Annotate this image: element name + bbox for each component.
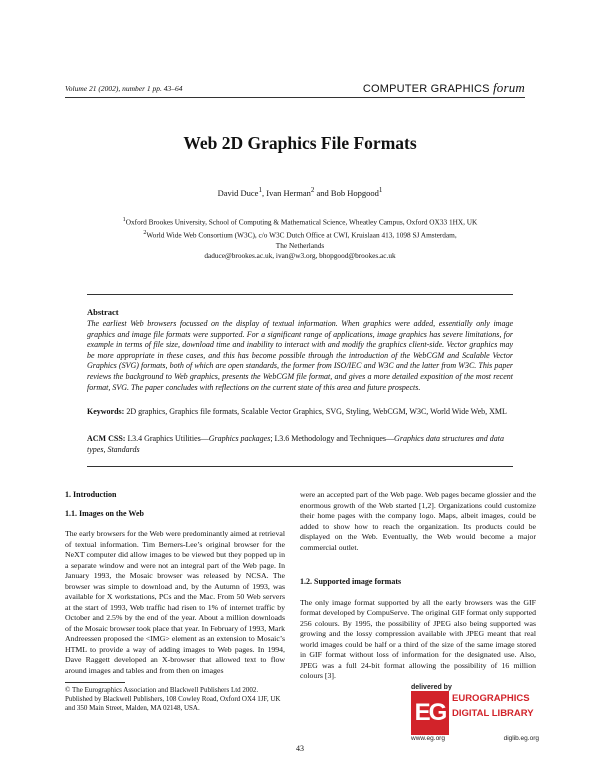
affiliation-1 [65,215,535,228]
keywords-text: 2D graphics, Graphics file formats, Scalable Vector Graphics, SVG, Styling, WebCGM, W3C, World Wide Web, XML [124,407,507,416]
header-rule [65,97,525,98]
eg-logo-icon: EG [411,691,449,735]
right-column [300,490,536,682]
journal-title-italic: forum [492,80,525,95]
acm-label: ACM CSS: [87,434,126,443]
abstract-bottom-rule [87,466,513,467]
acm-text-italic: Graphics data structures and data types, Standards [87,434,504,454]
abstract-text: The earliest Web browsers focussed on the display of textual information. When graphics were added, essentially only image graphics and image file formats were supported. For a significant range of applications, image graphics has severe limitations, for example in terms of file size, download time and inability to interact with and modify the graphics client-side. Vector graphics may be more appropriate in these cases, and this has become possible through the introduction of the WebCGM and Scalable Vector Graphics (SVG) formats, both of which are open standards, the former from ISO/IEC and W3C and the latter from W3C. This paper reviews the background to Web graphics, presents the WebCGM file format, and gives a more detailed exposition of the most recent format, SVG. The paper concludes with reflections on the current state of this area and future prospects. [87,319,513,392]
author-name: , Ivan Herman [261,187,311,198]
copyright-notice: © The Eurographics Association and Blackwell Publishers Ltd 2002. Published by Blackwell Publishers, 108 Cowley Road, Oxford OX4 1JF, UK and 350 Main Street, Malden, MA 02148, USA. [65,686,281,712]
logo-word-eurographics: EUROGRAPHICS [452,693,530,704]
eurographics-logo[interactable] [411,684,539,758]
section-heading: 1. Introduction [65,490,117,499]
abstract-heading: Abstract [87,307,119,317]
author-sup: 1 [378,186,383,194]
subsection-heading: 1.2. Supported image formats [300,577,402,586]
keywords-label: Keywords: [87,407,125,416]
author-emails: daduce@brookes.ac.uk, ivan@w3.org, bhopgood@brookes.ac.uk [204,251,396,261]
paragraph: The only image format supported by all the early browsers was the GIF format developed by CompuServe. The original GIF format only supported 256 colours. By 1995, the possibility of JPEG also being supported was growing and the lossy compression available with JPEG meant that real world images could be half or a third of the size of the same image stored in GIF format without loss of information for the designated use. Also, JPEG was a full 24-bit format allowing the possibility of 16 million colours [3]. [300,597,536,680]
affiliation-text: Oxford Brookes University, School of Computing & Mathematical Science, Wheatley Campus, Oxford OX33 1HX, UK [125,217,478,227]
acm-css [87,434,513,455]
page-number: 43 [296,744,304,753]
author-name: David Duce [217,187,259,198]
author-sup: 1 [258,186,262,194]
affiliation-sup: 1 [122,217,126,223]
left-column [65,490,285,676]
paragraph: The early browsers for the Web were predominantly aimed at retrieval of textual information. Tim Berners-Lee’s original browser for the NeXT computer did allow images to be viewed but they popped up in a separate window and were not an integral part of the Web page. In January 1993, the Mosaic browser was released by NCSA. The browser was simple to download and, by the Autumn of 1993, was available for X workstations, PCs and the Mac. From 50 Web servers at the start of 1993, Web traffic had risen to 1% of internet traffic by October and 2.5% by the end of the year. About a million downloads of the Mosaic browser took place that year. In February of 1993, Mark Andreessen proposed the <IMG> element as an extension to Mosaic’s HTML to provide a way of adding images to Web pages. In 1994, Dave Raggett developed an X-browser that allowed text to flow around images and tables and from then on images [65,529,285,675]
author-sup: 2 [310,186,315,194]
author-list [0,186,600,198]
acm-text-italic: Graphics packages [208,434,271,443]
logo-delivered-by: delivered by [411,684,452,691]
author-name: and Bob Hopgood [314,187,379,198]
logo-url-eg[interactable]: www.eg.org [411,735,445,742]
abstract-top-rule [87,294,513,295]
acm-text: I.3.4 Graphics Utilities— [125,434,209,443]
subsection-heading: 1.1. Images on the Web [65,508,144,518]
affiliation-2 [65,228,535,241]
journal-title: COMPUTER GRAPHICS [362,83,490,95]
acm-text: ; I.3.6 Methodology and Techniques— [270,434,395,443]
journal-name [363,80,525,96]
affiliations [65,215,535,262]
paragraph: were an accepted part of the Web page. Web pages became glossier and the enormous growth of the Web started [1,2]. Organizations could customize their home pages with the company logo. Maps, albeit images, could be added to show how to reach the organization. Its products could be displayed on the Web. Eventually, the Web would become a major commercial outlet. [300,490,536,552]
affiliation-text: World Wide Web Consortium (W3C), c/o W3C Dutch Office at CWI, Kruislaan 413, 1098 SJ Amsterdam, [146,230,457,240]
footnote-rule [65,682,125,683]
logo-url-diglib[interactable]: diglib.eg.org [503,735,539,742]
affiliation-sup: 2 [143,229,147,236]
paper-title: Web 2D Graphics File Formats [183,133,417,153]
logo-word-digital-library: DIGITAL LIBRARY [452,708,534,719]
keywords [87,407,513,418]
affiliation-3: The Netherlands [275,240,325,250]
volume-info: Volume 21 (2002), number 1 pp. 43–64 [65,84,183,93]
